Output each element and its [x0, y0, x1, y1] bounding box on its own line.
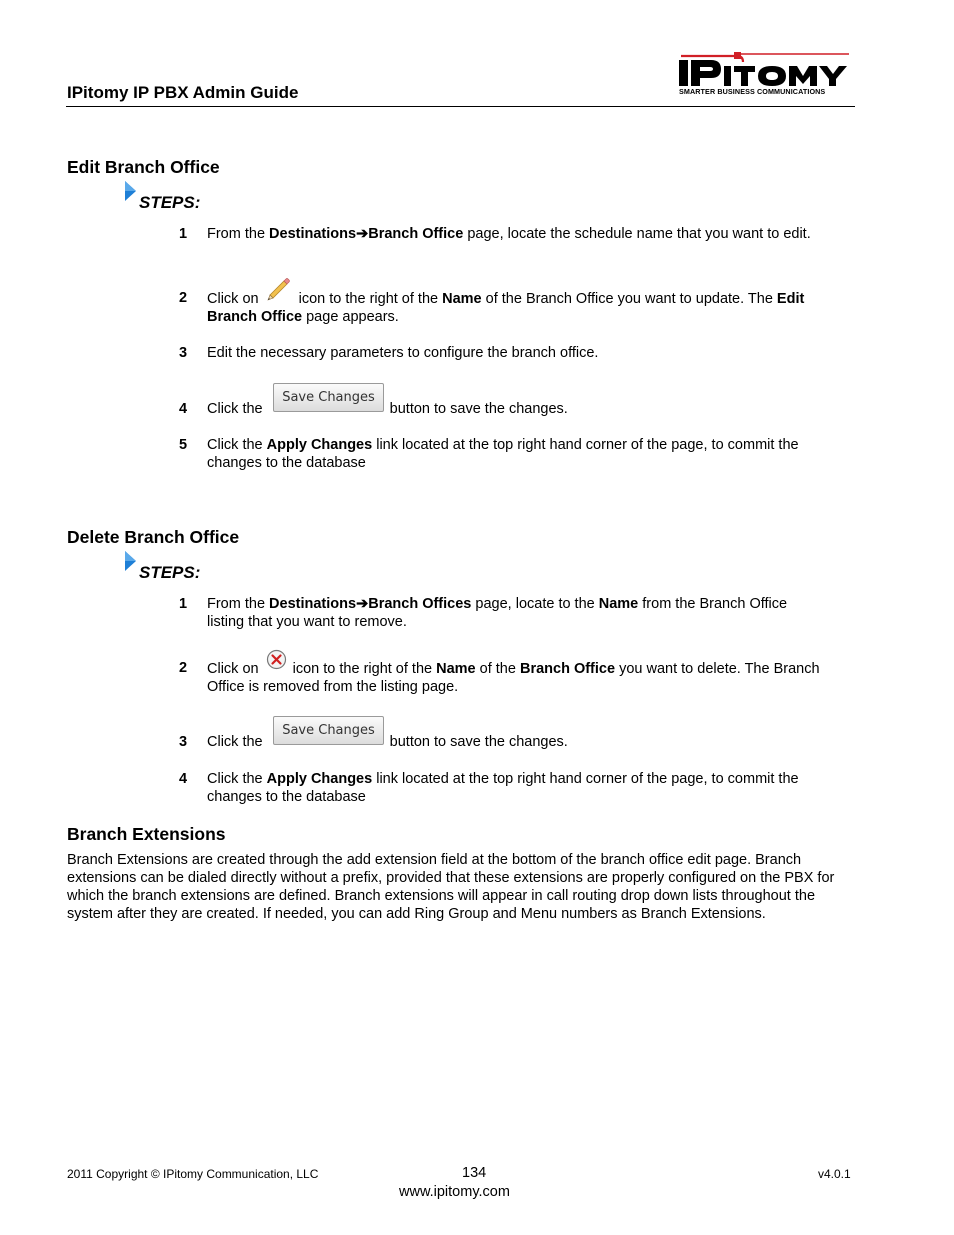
- footer-copyright: 2011 Copyright © IPitomy Communication, LLC: [67, 1167, 319, 1181]
- steps-text: STEPS:: [139, 563, 201, 582]
- document-title: IPitomy IP PBX Admin Guide: [67, 83, 299, 102]
- branch-extensions-heading: Branch Extensions: [67, 824, 226, 844]
- branch-extensions-body: Branch Extensions are created through the add extension field at the bottom of the branch office edit page. Branch extensions can be dialed directly without a prefix, provided that these extensions are properly configured on the PBX for which the branch extensions are defined. Branch extensions will appear in call routing drop down lists throughout the system after they are created. If needed, you can add Ring Group and Menu numbers as Branch Extensions.: [67, 852, 835, 922]
- delete-step-1: From the Destinations➔Branch Offices page, locate to the Name from the Branch Office listing that you want to remove.: [207, 596, 788, 630]
- delete-x-icon: [266, 649, 287, 670]
- step-number: 3: [179, 734, 188, 750]
- logo-tagline: SMARTER BUSINESS COMMUNICATIONS: [679, 87, 826, 96]
- footer-version: v4.0.1: [818, 1167, 851, 1181]
- delete-steps-label: [123, 563, 200, 583]
- header-rule: [66, 106, 855, 107]
- footer-url: www.ipitomy.com: [399, 1184, 510, 1200]
- delete-step-3: Click the button to save the changes.: [207, 734, 568, 750]
- edit-step-1: From the Destinations➔Branch Office page, locate the schedule name that you want to edit.: [207, 226, 811, 242]
- edit-step-2: Click on icon to the right of the Name of the Branch Office you want to update. The Edit Branch Office page appears.: [207, 289, 827, 326]
- triangle-right-icon: [123, 180, 139, 206]
- edit-step-4: Click the button to save the changes.: [207, 401, 568, 417]
- step-number: 1: [179, 226, 188, 242]
- steps-text: STEPS:: [139, 193, 201, 212]
- triangle-right-icon: [123, 550, 139, 576]
- delete-branch-office-heading: Delete Branch Office: [67, 527, 240, 547]
- save-changes-button: Save Changes: [273, 716, 384, 745]
- edit-step-5: Click the Apply Changes link located at the top right hand corner of the page, to commit the changes to the database: [207, 437, 799, 471]
- edit-steps-label: [123, 193, 200, 213]
- step-number: 4: [179, 771, 188, 787]
- step-number: 5: [179, 437, 188, 453]
- delete-step-2: Click on icon to the right of the Name of the Branch Office you want to delete. The Branch Office is removed from the listing page.: [207, 659, 827, 696]
- pencil-icon: [266, 275, 292, 301]
- step-number: 2: [179, 660, 188, 676]
- save-changes-button: Save Changes: [273, 383, 384, 412]
- edit-branch-office-heading: Edit Branch Office: [67, 157, 220, 177]
- delete-step-4: Click the Apply Changes link located at the top right hand corner of the page, to commit the changes to the database: [207, 771, 799, 805]
- step-number: 3: [179, 345, 188, 361]
- ipitomy-logo: [677, 50, 852, 100]
- page-number: 134: [462, 1165, 487, 1181]
- step-number: 2: [179, 290, 188, 306]
- step-number: 1: [179, 596, 188, 612]
- step-number: 4: [179, 401, 188, 417]
- edit-step-3: Edit the necessary parameters to configure the branch office.: [207, 345, 599, 361]
